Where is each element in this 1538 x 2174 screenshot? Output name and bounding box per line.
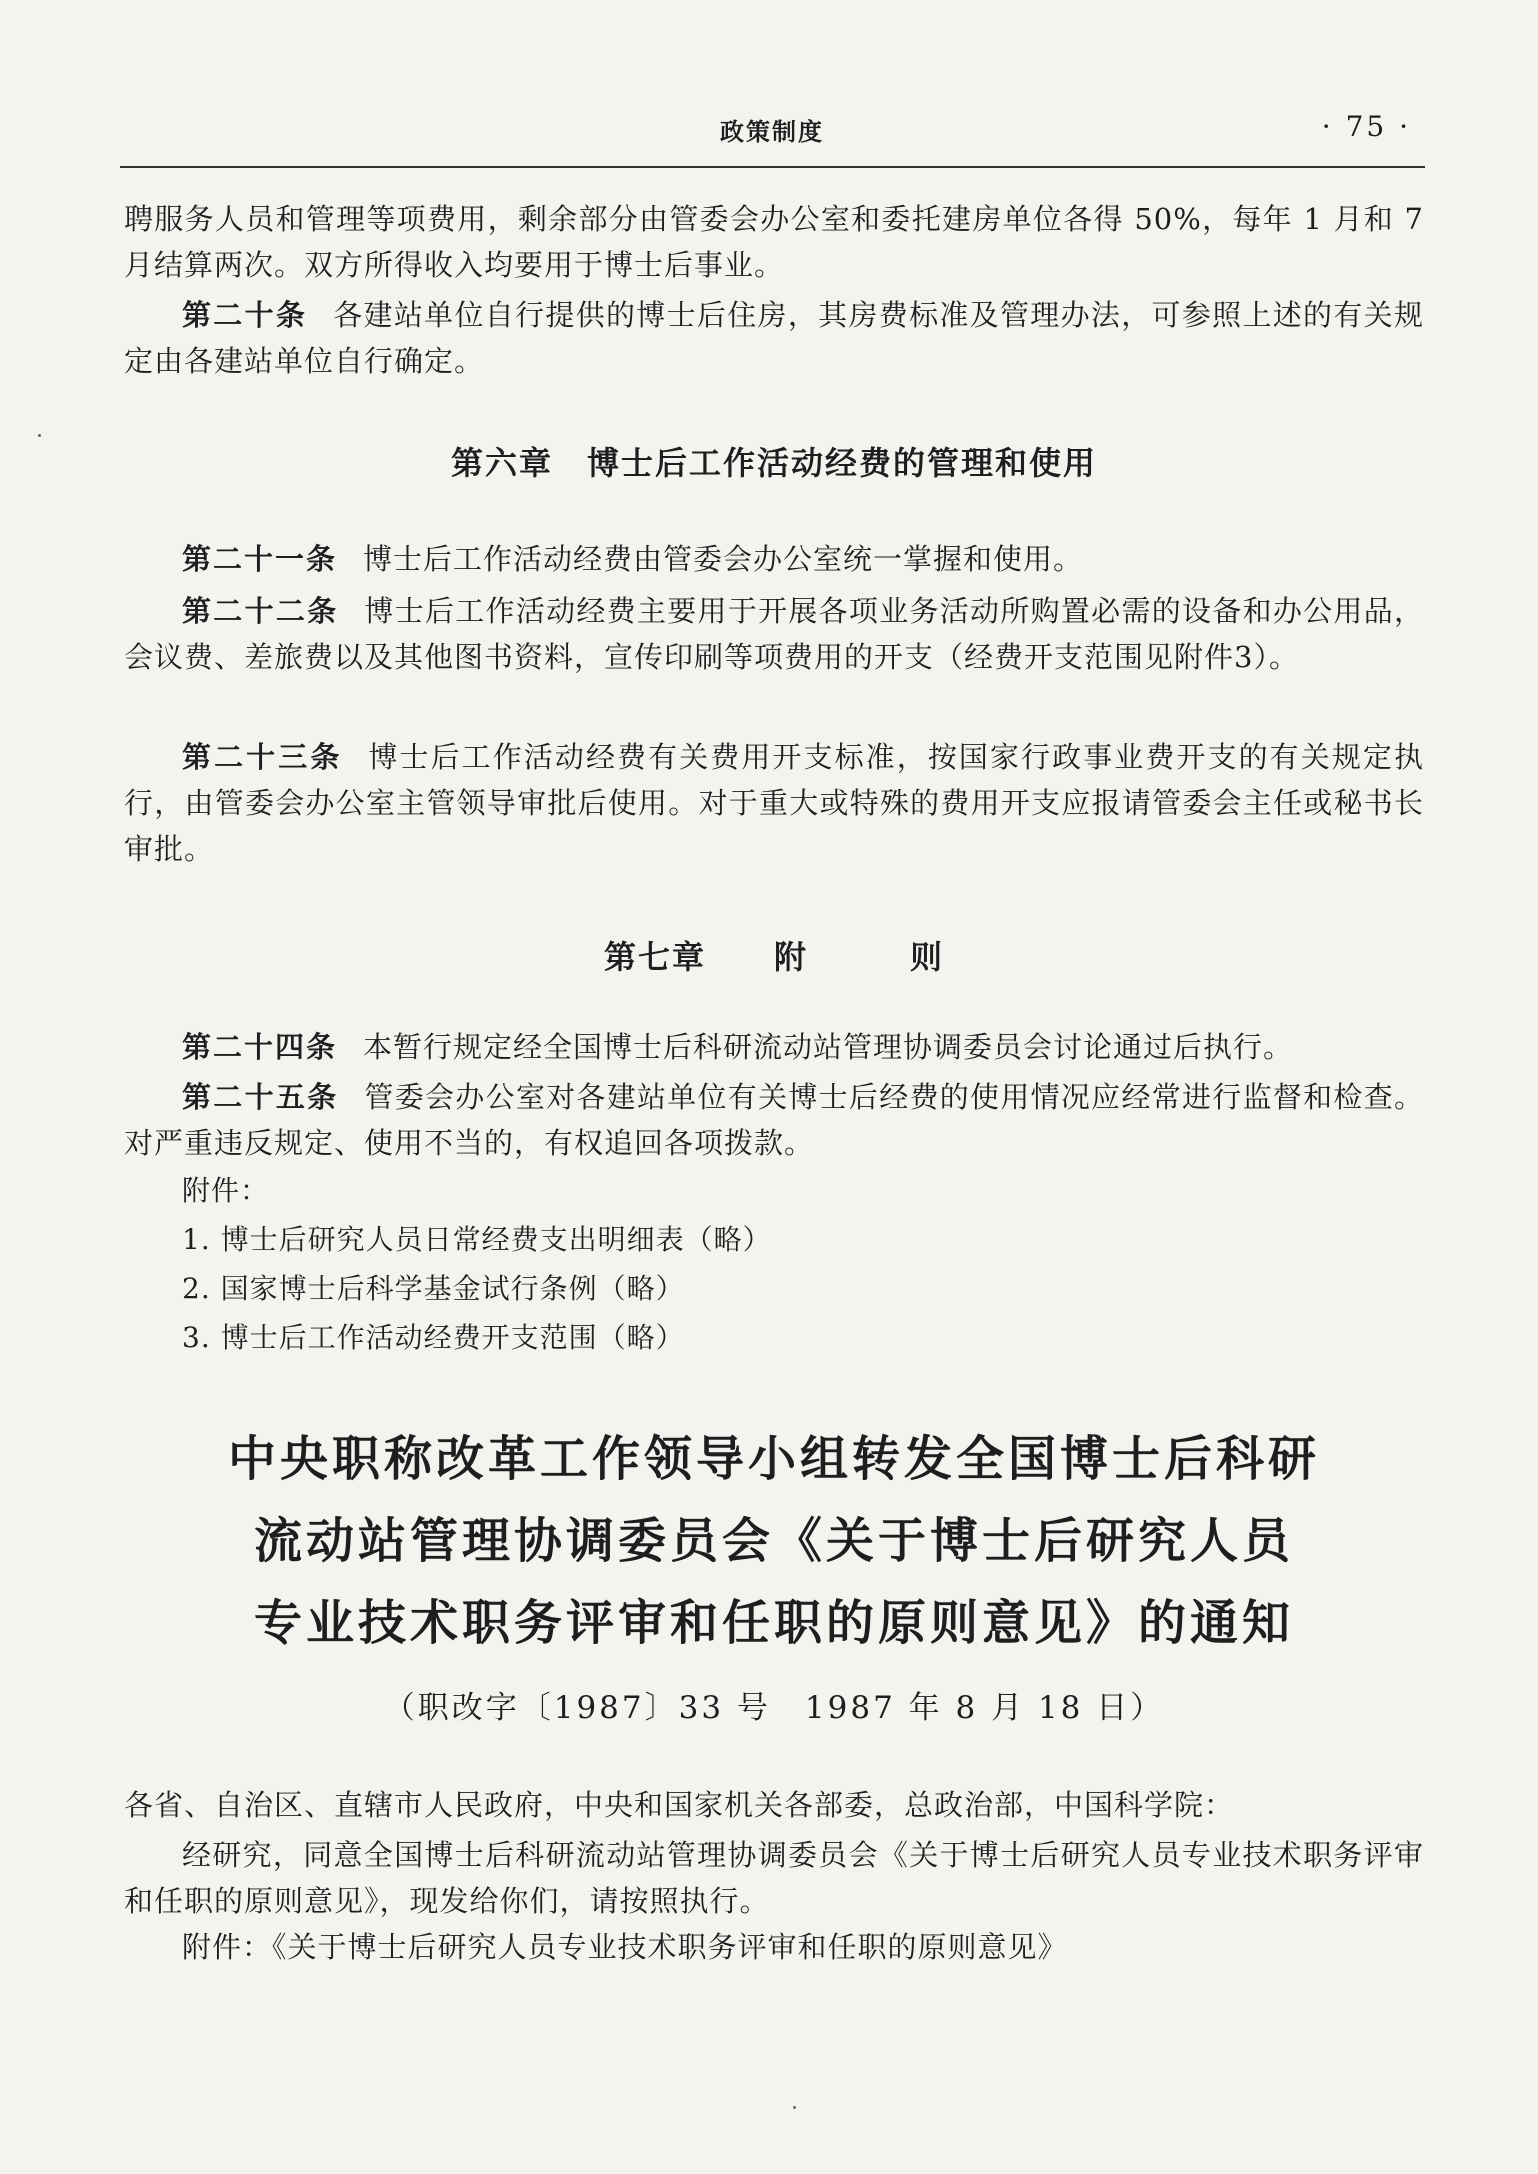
article-label: 第二十三条	[182, 740, 343, 774]
article-label: 第二十四条	[182, 1030, 338, 1064]
page-header	[120, 108, 1425, 168]
chapter-6-heading: 第六章 博士后工作活动经费的管理和使用	[450, 444, 1097, 482]
article-text: 管委会办公室对各建站单位有关博士后经费的使用情况应经常进行监督和检查。对严重违反规定、使用不当的，有权追回各项拨款。	[124, 1080, 1424, 1160]
article-text: 各建站单位自行提供的博士后住房，其房费标准及管理办法，可参照上述的有关规定由各建站单位自行确定。	[124, 298, 1424, 378]
notice-title-line: 专业技术职务评审和任职的原则意见》的通知	[253, 1595, 1294, 1651]
article-21	[124, 536, 1424, 582]
scan-speck	[793, 2106, 796, 2109]
article-23	[124, 734, 1424, 872]
article-25	[124, 1074, 1424, 1166]
section-title: 政策制度	[720, 118, 824, 146]
notice-body: 经研究，同意全国博士后科研流动站管理协调委员会《关于博士后研究人员专业技术职务评审和任职的原则意见》，现发给你们，请按照执行。	[124, 1838, 1424, 1918]
chapter-7-heading: 第七章 附 则	[603, 938, 944, 976]
attachment-item: 3. 博士后工作活动经费开支范围（略）	[182, 1321, 685, 1354]
article-22	[124, 588, 1424, 680]
notice-title-line: 流动站管理协调委员会《关于博士后研究人员	[253, 1513, 1294, 1569]
notice-title	[124, 1418, 1424, 1664]
attachment-item: 1. 博士后研究人员日常经费支出明细表（略）	[182, 1223, 772, 1256]
notice-attachment: 附件：《关于博士后研究人员专业技术职务评审和任职的原则意见》	[182, 1930, 1068, 1964]
article-20	[124, 292, 1424, 384]
article-label: 第二十五条	[182, 1080, 339, 1114]
attachments-label: 附件：	[182, 1174, 270, 1207]
article-24	[124, 1024, 1424, 1070]
notice-title-line: 中央职称改革工作领导小组转发全国博士后科研	[227, 1431, 1320, 1487]
article-text: 博士后工作活动经费由管委会办公室统一掌握和使用。	[363, 542, 1084, 576]
article-label: 第二十一条	[182, 542, 338, 576]
article-text: 博士后工作活动经费有关费用开支标准，按国家行政事业费开支的有关规定执行，由管委会办公室主管领导审批后使用。对于重大或特殊的费用开支应报请管委会主任或秘书长审批。	[124, 740, 1424, 866]
page-number: · 75 ·	[1321, 110, 1411, 143]
attachment-item: 2. 国家博士后科学基金试行条例（略）	[182, 1272, 685, 1305]
article-text: 本暂行规定经全国博士后科研流动站管理协调委员会讨论通过后执行。	[363, 1030, 1294, 1064]
article-label: 第二十条	[182, 298, 308, 332]
article-text: 博士后工作活动经费主要用于开展各项业务活动所购置必需的设备和办公用品，会议费、差旅费以及其他图书资料，宣传印刷等项费用的开支（经费开支范围见附件3）。	[124, 594, 1424, 674]
article-label: 第二十二条	[182, 594, 339, 628]
notice-recipients: 各省、自治区、直辖市人民政府，中央和国家机关各部委，总政治部，中国科学院：	[124, 1788, 1235, 1822]
notice-doc-number: （职改字〔1987〕33 号 1987 年 8 月 18 日）	[383, 1690, 1165, 1726]
paragraph-continued: 聘服务人员和管理等项费用，剩余部分由管委会办公室和委托建房单位各得 50%，每年 1 月和 7 月结算两次。双方所得收入均要用于博士后事业。	[124, 202, 1424, 282]
scan-speck	[38, 434, 41, 437]
attachments-list	[182, 1166, 1182, 1362]
